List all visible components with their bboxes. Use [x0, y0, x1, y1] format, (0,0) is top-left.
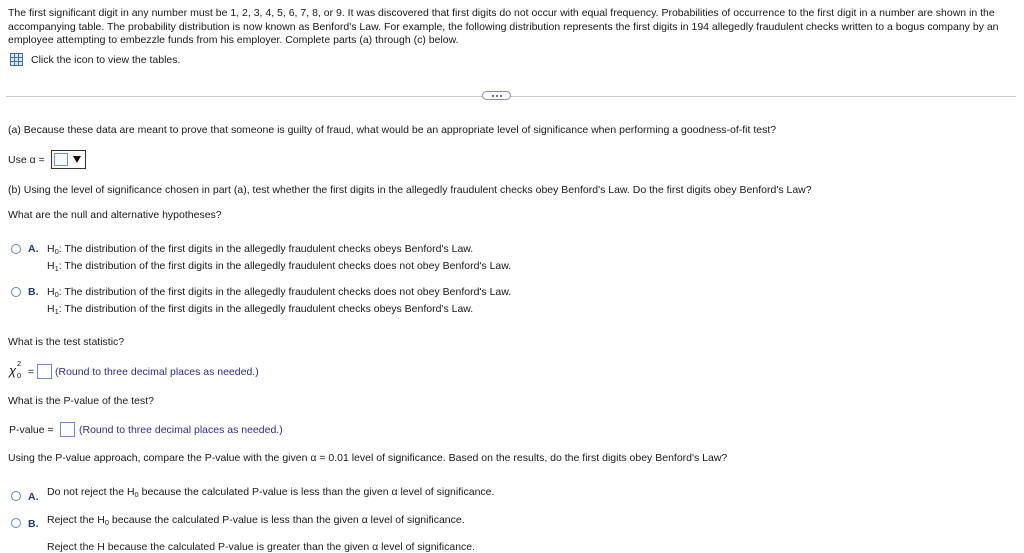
alpha-label: Use α =: [8, 154, 45, 166]
conclusion-a-letter: A.: [28, 491, 39, 503]
alpha-dropdown[interactable]: [51, 150, 86, 169]
test-stat-prompt: What is the test statistic?: [8, 336, 125, 348]
compare-prompt: Using the P-value approach, compare the P-value with the given α = 0.01 level of significance. Based on the results, do the first digits obey Benford's Law?: [8, 452, 728, 464]
table-icon[interactable]: [10, 53, 23, 66]
conclusion-b-text: Reject the $H_0$ because the calculated P-value is less than the given α level of significance.: [47, 514, 465, 527]
view-tables-link[interactable]: [10, 53, 180, 66]
conclusion-b-letter: B.: [28, 518, 39, 530]
expand-button[interactable]: [482, 91, 511, 100]
conclusion-b-radio[interactable]: [11, 518, 21, 528]
part-b-question: (b) Using the level of significance chosen in part (a), test whether the first digits in the allegedly fraudulent checks obey Benford's Law. Do the first digits obey Benford's Law?: [8, 184, 812, 196]
hypothesis-b-letter: B.: [28, 286, 39, 298]
hypothesis-a-radio[interactable]: [11, 244, 21, 254]
hypothesis-b-h1: $H_1$: The distribution of the first digits in the allegedly fraudulent checks obeys Benford's Law.: [47, 303, 474, 316]
hypotheses-prompt: What are the null and alternative hypotheses?: [8, 209, 222, 221]
hypothesis-b-radio[interactable]: [11, 287, 21, 297]
hypothesis-a-h0: $H_0$: The distribution of the first digits in the allegedly fraudulent checks obeys Benford's Law.: [47, 243, 474, 256]
chi-equals: =: [28, 366, 35, 378]
hypothesis-a-h1: $H_1$: The distribution of the first digits in the allegedly fraudulent checks does not obey Benford's Law.: [47, 260, 512, 273]
conclusion-c-text-partial: Reject the H because the calculated P-value is greater than the given α level of significance.: [47, 541, 476, 553]
more-dots-icon: [492, 95, 494, 97]
view-tables-text[interactable]: Click the icon to view the tables.: [31, 53, 181, 66]
conclusion-a-radio[interactable]: [11, 491, 21, 501]
problem-intro: The first significant digit in any number must be 1, 2, 3, 4, 5, 6, 7, 8, or 9. It was discovered that first digits do not occur with equal frequency. Probabilities of occurrence to the first digit in a number are shown in the accompanying table. The probability distribution is now known as Benford's Law. For example, the following distribution represents the first digits in 194 allegedly fraudulent checks written to a bogus company by an employee attempting to embezzle funds from his employer. Complete parts (a) through (c) below.: [8, 7, 999, 46]
pvalue-hint: (Round to three decimal places as needed.): [79, 424, 283, 436]
pvalue-prompt: What is the P-value of the test?: [8, 395, 154, 407]
pvalue-input[interactable]: [60, 422, 75, 437]
conclusion-a-text: Do not reject the $H_0$ because the calculated P-value is less than the given α level of significance.: [47, 486, 495, 499]
pvalue-label: P-value =: [9, 424, 54, 436]
part-a-question: (a) Because these data are meant to prove that someone is guilty of fraud, what would be an appropriate level of significance when performing a goodness-of-fit test?: [8, 124, 777, 136]
chi-square-symbol: χ 2 0: [9, 359, 22, 380]
alpha-dropdown-value: [54, 153, 68, 166]
test-statistic-input[interactable]: [37, 364, 52, 379]
dropdown-arrow-icon: [73, 156, 81, 163]
hypothesis-a-letter: A.: [28, 243, 39, 255]
section-divider: [6, 96, 1016, 97]
hypothesis-b-h0: $H_0$: The distribution of the first digits in the allegedly fraudulent checks does not obey Benford's Law.: [47, 286, 512, 299]
test-stat-hint: (Round to three decimal places as needed.): [55, 366, 259, 378]
